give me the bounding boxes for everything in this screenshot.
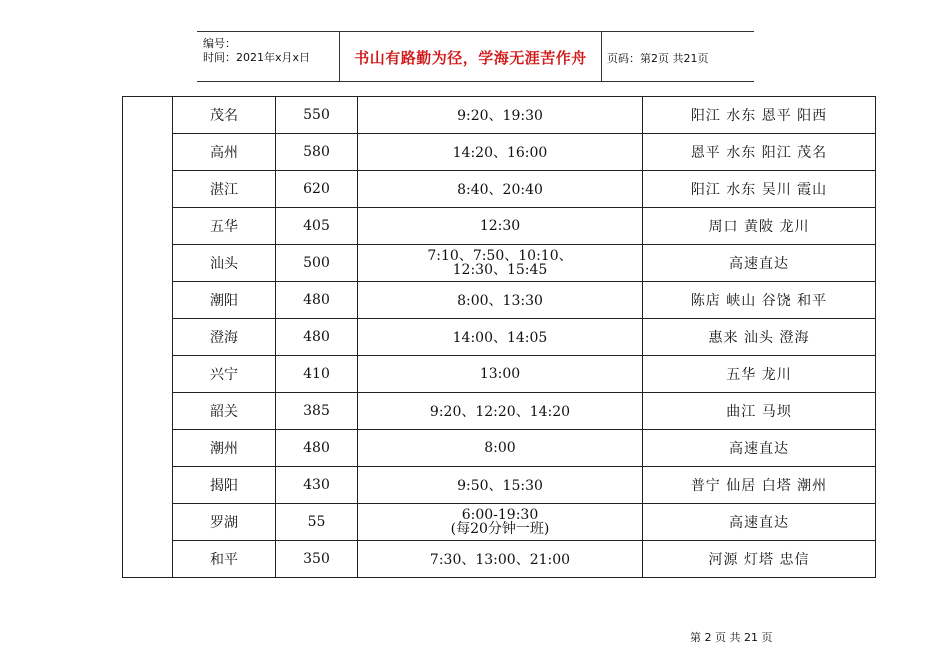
departure-times-cell bbox=[358, 504, 643, 541]
motto: 书山有路勤为径，学海无涯苦作舟 bbox=[354, 49, 587, 67]
route-cell: 河源 灯塔 忠信 bbox=[643, 541, 876, 578]
route-cell: 阳江 水东 吴川 霞山 bbox=[643, 171, 876, 208]
destination-cell: 澄海 bbox=[173, 319, 276, 356]
schedule-body bbox=[123, 97, 876, 578]
table-row bbox=[123, 393, 876, 430]
table-row bbox=[123, 356, 876, 393]
departure-time-line: 14:00、14:05 bbox=[452, 330, 548, 346]
route-cell: 阳江 水东 恩平 阳西 bbox=[643, 97, 876, 134]
destination-cell: 五华 bbox=[173, 208, 276, 245]
price-cell: 405 bbox=[276, 208, 358, 245]
price-cell: 385 bbox=[276, 393, 358, 430]
destination-cell: 茂名 bbox=[173, 97, 276, 134]
table-row bbox=[123, 430, 876, 467]
departure-time-line: 14:20、16:00 bbox=[452, 145, 548, 161]
departure-time-line: 12:30、15:45 bbox=[452, 262, 548, 278]
price-cell: 580 bbox=[276, 134, 358, 171]
route-cell: 恩平 水东 阳江 茂名 bbox=[643, 134, 876, 171]
departure-time-line: 9:20、12:20、14:20 bbox=[429, 404, 571, 420]
table-row bbox=[123, 208, 876, 245]
route-cell: 陈店 峡山 谷饶 和平 bbox=[643, 282, 876, 319]
table-row bbox=[123, 134, 876, 171]
departure-time-line: 9:50、15:30 bbox=[457, 478, 543, 494]
table-row bbox=[123, 97, 876, 134]
table-row bbox=[123, 319, 876, 356]
time-label: 时间：2021年x月x日 bbox=[203, 51, 311, 64]
departure-time-line: (每20分钟一班) bbox=[450, 521, 550, 537]
region-cell bbox=[123, 97, 173, 578]
departure-time-line: 8:00 bbox=[484, 440, 516, 456]
destination-cell: 罗湖 bbox=[173, 504, 276, 541]
price-cell: 350 bbox=[276, 541, 358, 578]
departure-times-cell bbox=[358, 393, 643, 430]
departure-time-line: 12:30 bbox=[479, 218, 521, 234]
table-row bbox=[123, 504, 876, 541]
departure-times-cell bbox=[358, 208, 643, 245]
departure-times-cell bbox=[358, 245, 643, 282]
departure-times-cell bbox=[358, 319, 643, 356]
price-cell: 500 bbox=[276, 245, 358, 282]
departure-time-line: 9:20、19:30 bbox=[457, 108, 543, 124]
table-row bbox=[123, 467, 876, 504]
destination-cell: 潮州 bbox=[173, 430, 276, 467]
table-row bbox=[123, 171, 876, 208]
table-row bbox=[123, 541, 876, 578]
destination-cell: 高州 bbox=[173, 134, 276, 171]
destination-cell: 兴宁 bbox=[173, 356, 276, 393]
departure-time-line: 8:00、13:30 bbox=[457, 293, 543, 309]
price-cell: 550 bbox=[276, 97, 358, 134]
price-cell: 430 bbox=[276, 467, 358, 504]
price-cell: 480 bbox=[276, 282, 358, 319]
route-cell: 高速直达 bbox=[643, 504, 876, 541]
destination-cell: 韶关 bbox=[173, 393, 276, 430]
departure-times-cell bbox=[358, 134, 643, 171]
destination-cell: 潮阳 bbox=[173, 282, 276, 319]
table-row bbox=[123, 245, 876, 282]
table-row bbox=[123, 282, 876, 319]
number-label: 编号： bbox=[203, 37, 236, 50]
route-cell: 高速直达 bbox=[643, 245, 876, 282]
price-cell: 55 bbox=[276, 504, 358, 541]
route-cell: 曲江 马坝 bbox=[643, 393, 876, 430]
departure-time-line: 8:40、20:40 bbox=[457, 182, 543, 198]
departure-times-cell bbox=[358, 97, 643, 134]
departure-times-cell bbox=[358, 467, 643, 504]
route-cell: 五华 龙川 bbox=[643, 356, 876, 393]
departure-times-cell bbox=[358, 171, 643, 208]
departure-times-cell bbox=[358, 282, 643, 319]
destination-cell: 揭阳 bbox=[173, 467, 276, 504]
departure-times-cell bbox=[358, 541, 643, 578]
header-meta bbox=[197, 32, 339, 81]
departure-times-cell bbox=[358, 356, 643, 393]
price-cell: 410 bbox=[276, 356, 358, 393]
route-cell: 普宁 仙居 白塔 潮州 bbox=[643, 467, 876, 504]
departure-times-cell bbox=[358, 430, 643, 467]
bus-schedule-table bbox=[122, 96, 876, 578]
header-page-cell bbox=[601, 32, 754, 81]
destination-cell: 和平 bbox=[173, 541, 276, 578]
page-label: 页码：第2页 共21页 bbox=[607, 52, 709, 65]
header-motto-cell bbox=[339, 32, 602, 81]
page-header bbox=[197, 31, 754, 82]
departure-time-line: 13:00 bbox=[479, 366, 521, 382]
price-cell: 480 bbox=[276, 430, 358, 467]
route-cell: 高速直达 bbox=[643, 430, 876, 467]
departure-time-line: 7:30、13:00、21:00 bbox=[429, 552, 571, 568]
page-footer: 第 2 页 共 21 页 bbox=[690, 631, 773, 644]
destination-cell: 汕头 bbox=[173, 245, 276, 282]
departure-time-line: 7:10、7:50、10:10、 bbox=[427, 248, 573, 264]
route-cell: 周口 黄陂 龙川 bbox=[643, 208, 876, 245]
destination-cell: 湛江 bbox=[173, 171, 276, 208]
route-cell: 惠来 汕头 澄海 bbox=[643, 319, 876, 356]
price-cell: 620 bbox=[276, 171, 358, 208]
price-cell: 480 bbox=[276, 319, 358, 356]
departure-time-line: 6:00-19:30 bbox=[461, 507, 539, 523]
